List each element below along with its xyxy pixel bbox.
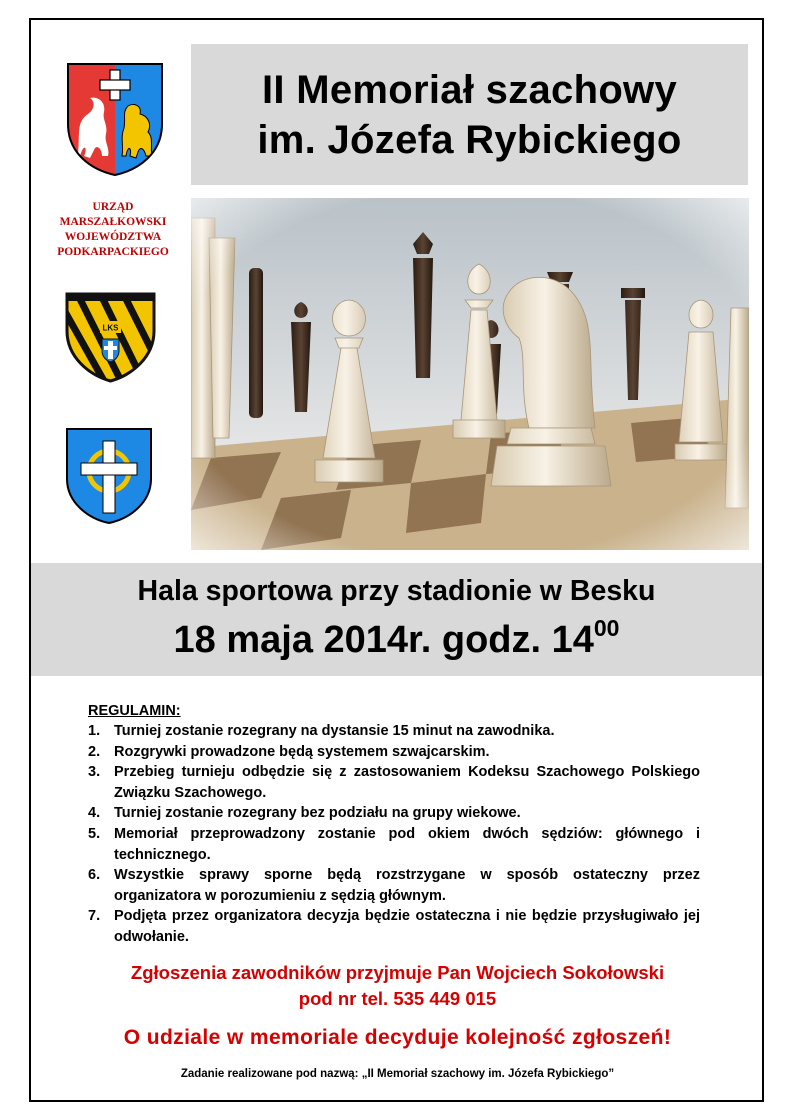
- priority-notice: O udziale w memoriale decyduje kolejność zgłoszeń!: [123, 1026, 672, 1049]
- rules-item-text: Memoriał przeprowadzony zostanie pod okiem dwóch sędziów: głównego i technicznego.: [114, 825, 700, 863]
- besko-coat-of-arms-icon: [65, 427, 153, 525]
- rules-item-number: 7.: [88, 908, 101, 925]
- office-line: PODKARPACKIEGO: [57, 246, 169, 258]
- title-banner: [191, 44, 748, 185]
- rules-item-text: Podjęta przez organizatora decyzja będzie ostateczna i nie będzie przysługiwało jej odwołanie.: [114, 908, 700, 945]
- rules-item-number: 1.: [88, 723, 101, 739]
- footer-note: Zadanie realizowane pod nazwą: „II Memoriał szachowy im. Józefa Rybickiego”: [180, 1068, 615, 1080]
- rules-item: [88, 742, 700, 763]
- signup-contact: Zgłoszenia zawodników przyjmuje Pan Wojciech Sokołowski: [130, 962, 665, 983]
- venue-date-banner: [31, 563, 762, 676]
- rules-item: [88, 824, 700, 865]
- rules-item-text: Przebieg turnieju odbędzie się z zastosowaniem Kodeksu Szachowego Polskiego Związku Szachowego.: [114, 764, 700, 801]
- rules-item-text: Turniej zostanie rozegrany bez podziału na grupy wiekowe.: [114, 805, 521, 822]
- rules-item-text: Turniej zostanie rozegrany na dystansie 15 minut na zawodnika.: [114, 723, 555, 739]
- rules-item: [88, 906, 700, 947]
- office-line: WOJEWÓDZTWA: [64, 231, 162, 243]
- venue-text: Hala sportowa przy stadionie w Besku: [137, 575, 656, 607]
- rules-item: [88, 721, 700, 742]
- rules-item-number: 4.: [88, 805, 101, 822]
- page-subtitle: im. Józefa Rybickiego: [257, 117, 682, 162]
- signup-phone: pod nr tel. 535 449 015: [298, 988, 497, 1009]
- rules-list: [88, 721, 700, 948]
- rules-item: [88, 762, 700, 803]
- lks-club-badge-icon: [64, 291, 157, 384]
- podkarpackie-coat-of-arms-icon: [66, 62, 164, 177]
- page-title: II Memoriał szachowy: [261, 67, 678, 112]
- office-line: URZĄD: [92, 201, 134, 213]
- office-line: MARSZAŁKOWSKI: [59, 216, 167, 228]
- rules-item-text: Wszystkie sprawy sporne będą rozstrzygane w sposób ostateczny przez organizatora w porozumieniu z sędzią głównym.: [114, 867, 700, 904]
- rules-item-number: 3.: [88, 764, 101, 781]
- rules-heading: REGULAMIN:: [88, 703, 181, 719]
- rules-item: [88, 803, 700, 824]
- rules-item-number: 5.: [88, 825, 101, 842]
- event-date: [31, 615, 762, 662]
- chess-pieces-photo: [191, 198, 749, 550]
- rules-item-number: 2.: [88, 743, 101, 760]
- office-name: [44, 200, 182, 260]
- date-main: 18 maja 2014r. godz. 14: [173, 619, 594, 661]
- rules-item: [88, 865, 700, 906]
- rules-item-text: Rozgrywki prowadzone będą systemem szwajcarskim.: [114, 743, 490, 760]
- date-time-superscript: 00: [593, 615, 620, 641]
- rules-item-number: 6.: [88, 867, 101, 884]
- badge-label: LKS: [102, 323, 119, 333]
